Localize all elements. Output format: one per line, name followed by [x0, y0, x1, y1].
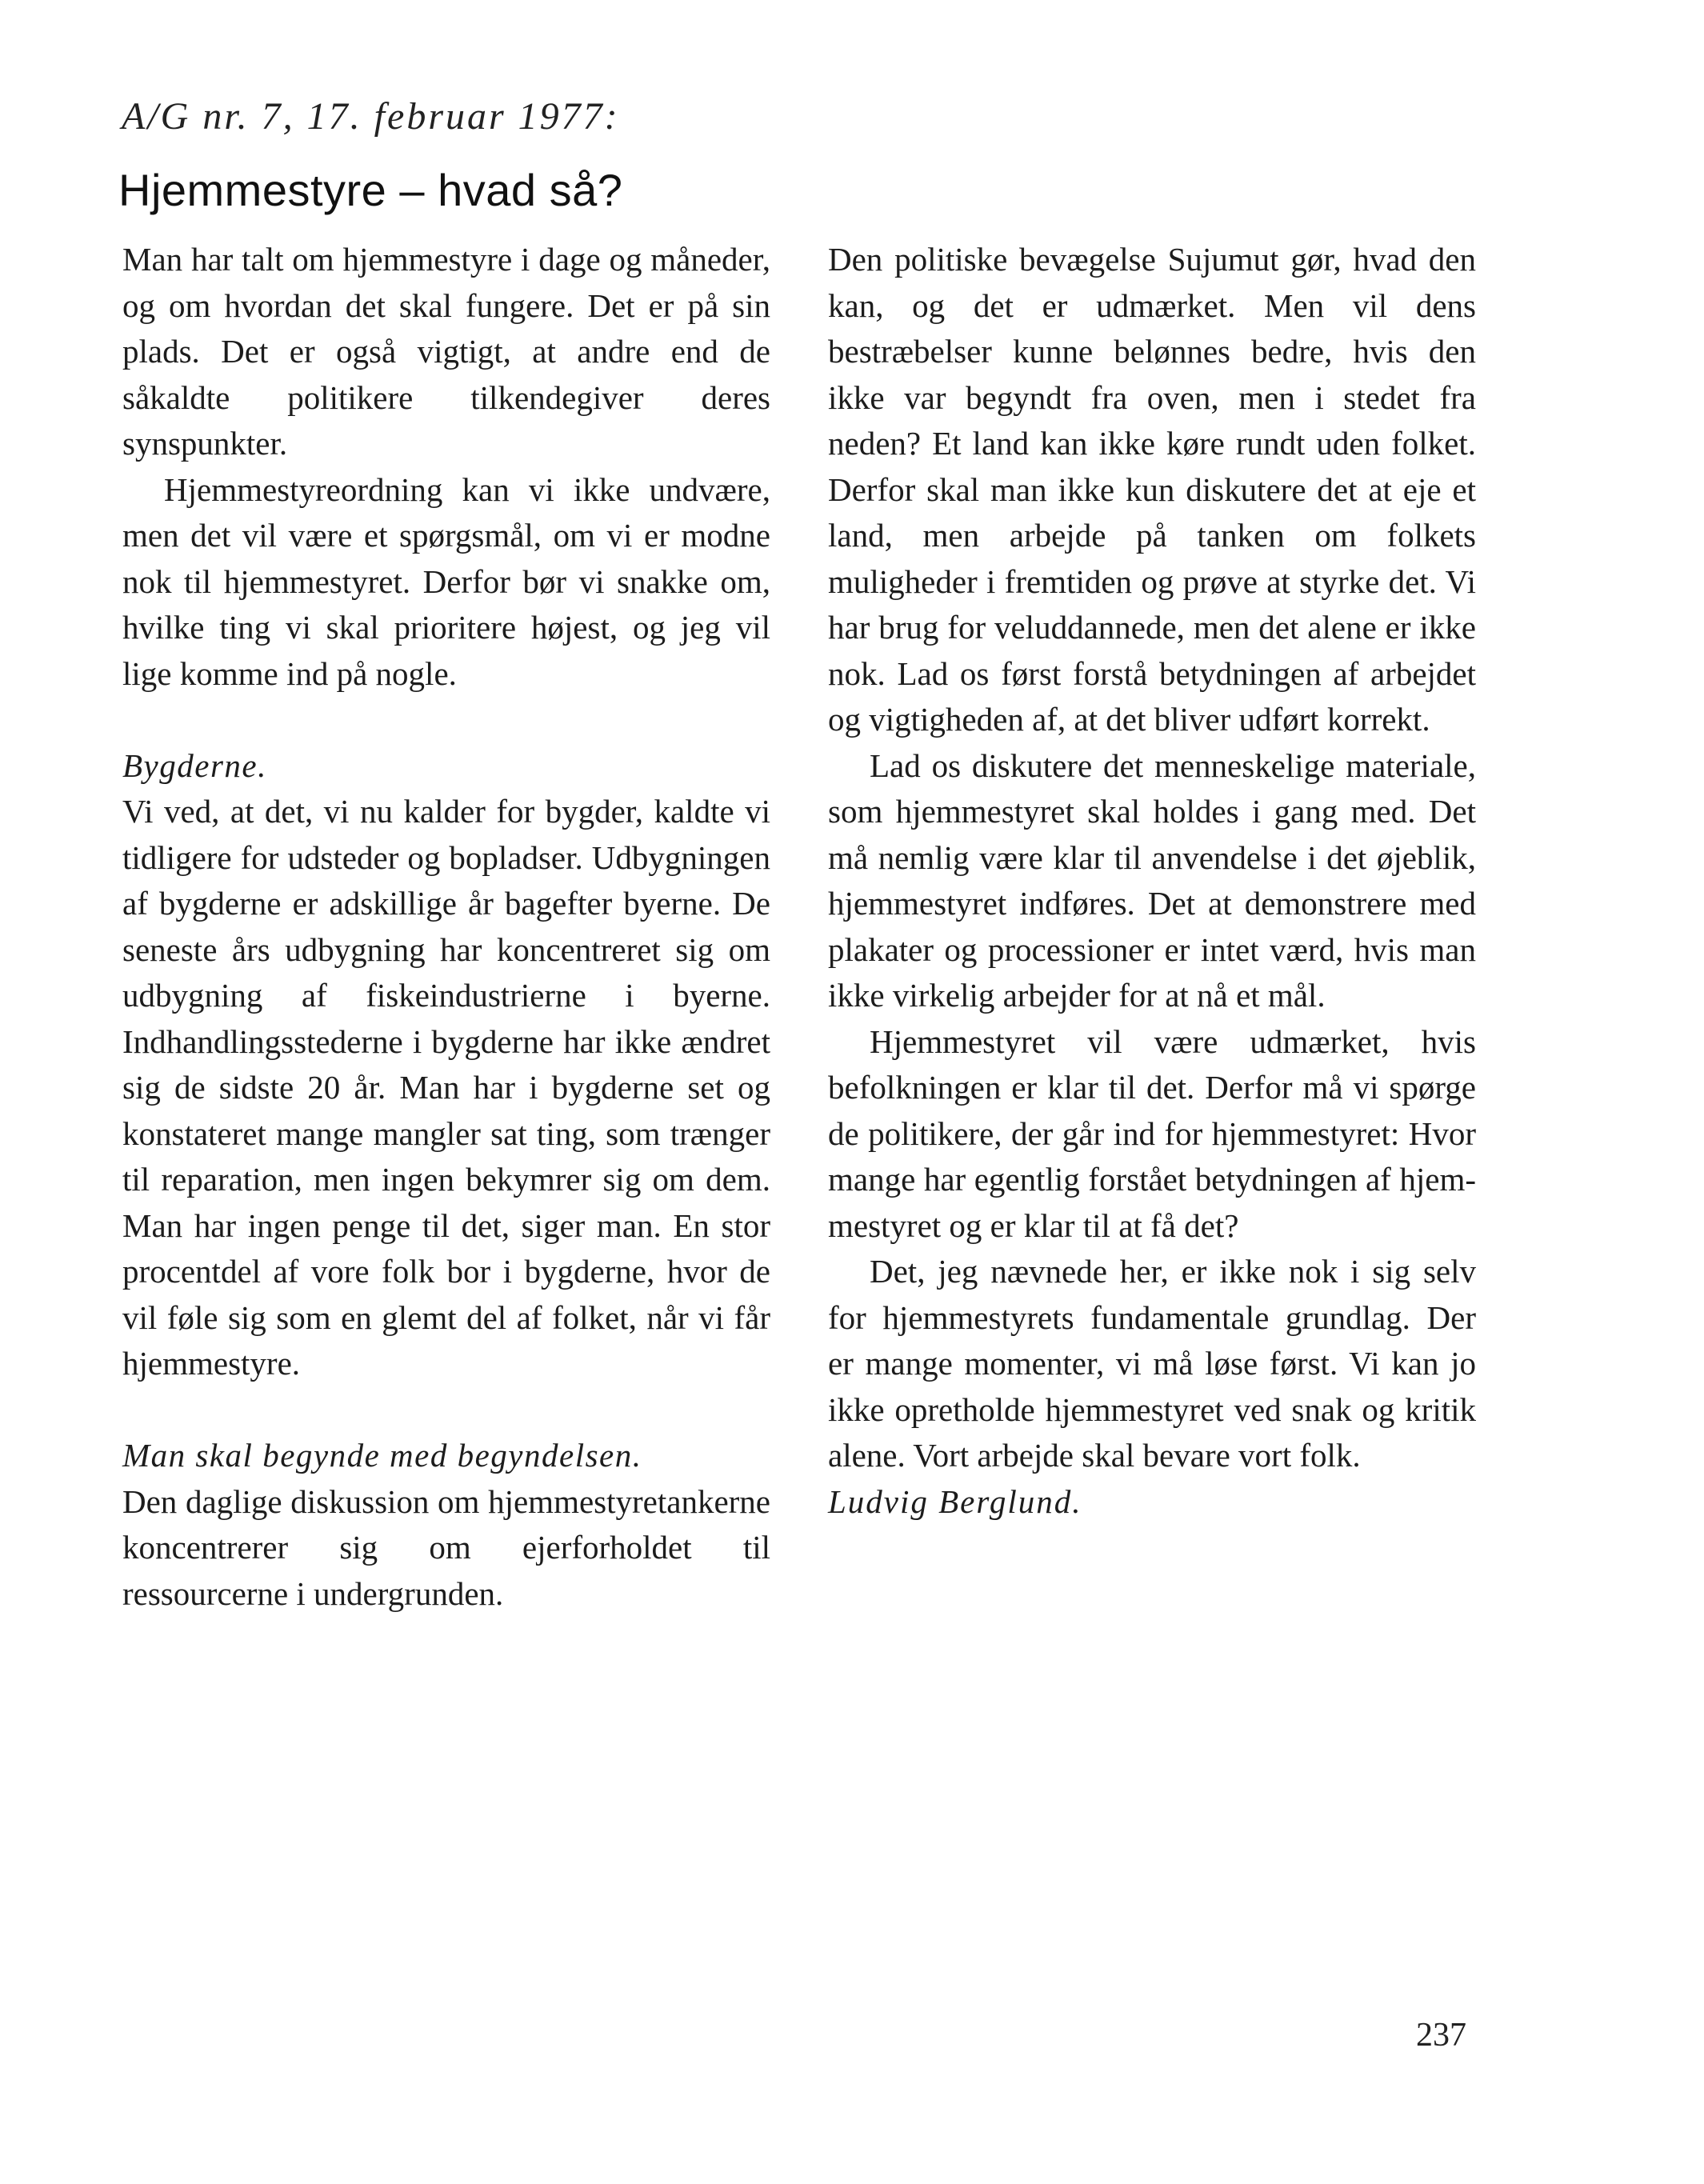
paragraph-menneskelige: Lad os diskutere det menneskelige materiale, som hjemmestyret skal holdes i gang med. Det må nemlig være klar til anvendelse i det øjeblik, hjemmestyret indføres. Det at demonstrere med plakater og processioner er intet værd, hvis man ikke virkelig arbejder for at nå et mål.	[828, 746, 1476, 1014]
paragraph-maturity: Hjemmestyreordning kan vi ikke undvære, men det vil være et spørgsmål, om vi er modne nok til hjemmestyret. Derfor bør vi snakke om, hvilke ting vi skal prioritere højest, og jeg vil lige komme ind på nogle.	[122, 470, 770, 692]
right-column	[828, 237, 1476, 1525]
page-number: 237	[1416, 2017, 1466, 2054]
paragraph-befolkningen: Hjemmestyret vil være udmærket, hvis befolkningen er klar til det. Derfor må vi spørge de politikere, der går ind for hjemmestyret: Hvor mange har egentlig forstået betydningen af hjemmestyret og er klar til at få det?	[828, 1022, 1476, 1244]
section-spacer	[122, 1387, 770, 1434]
article-headline: Hjemmestyre – hvad så?	[118, 165, 623, 215]
paragraph-ressourcer: Den daglige diskussion om hjemmestyretankerne koncentrerer sig om ejerforholdet til ressourcerne i undergrunden.	[122, 1482, 770, 1612]
left-column	[122, 237, 770, 1617]
source-line: A/G nr. 7, 17. februar 1977:	[122, 95, 620, 138]
subheading-begyndelsen: Man skal begynde med begyndelsen.	[122, 1437, 642, 1474]
author-signature: Ludvig Berglund.	[828, 1482, 1082, 1520]
paragraph-sujumut: Den politiske bevægelse Sujumut gør, hvad den kan, og det er udmærket. Men vil dens bestræbelser kunne belønnes bedre, hvis den ikke var begyndt fra oven, men i stedet fra neden? Et land kan ikke køre rundt uden folket. Derfor skal man ikke kun diskutere det at eje et land, men arbejde på tanken om folkets muligheder i fremtiden og prøve at styrke det. Vi har brug for veluddannede, men det alene er ikke nok. Lad os først forstå betydningen af arbejdet og vigtigheden af, at det bliver udført korrekt.	[828, 241, 1476, 738]
paragraph-bygderne: Vi ved, at det, vi nu kalder for bygder, kaldte vi tidligere for udsteder og bopladser. Udbygningen af bygderne er adskillige år bagefter byerne. De seneste års udbygning har koncentreret sig om udbygning af fiskeindustrierne i byerne. Indhandlingsstederne i bygderne har ikke ændret sig de sidste 20 år. Man har i bygderne set og konstateret mange mangler sat ting, som trænger til reparation, men ingen bekymrer sig om dem. Man har ingen penge til det, siger man. En stor procentdel af vore folk bor i bygderne, hvor de vil føle sig som en glemt del af folket, når vi får hjemmestyre.	[122, 793, 770, 1382]
paragraph-intro: Man har talt om hjemmestyre i dage og måneder, og om hvordan det skal fungere. Det er på sin plads. Det er også vigtigt, at andre end de såkaldte politikere tilkendegiver deres synspunkter.	[122, 241, 770, 462]
subheading-bygderne: Bygderne.	[122, 746, 267, 784]
paragraph-conclusion: Det, jeg nævnede her, er ikke nok i sig selv for hjemmestyrets fundamentale grundlag. Der er mange momenter, vi må løse først. Vi kan jo ikke opretholde hjemmestyret ved snak og kritik alene. Vort arbejde skal bevare vort folk.	[828, 1253, 1476, 1474]
section-spacer	[122, 697, 770, 743]
